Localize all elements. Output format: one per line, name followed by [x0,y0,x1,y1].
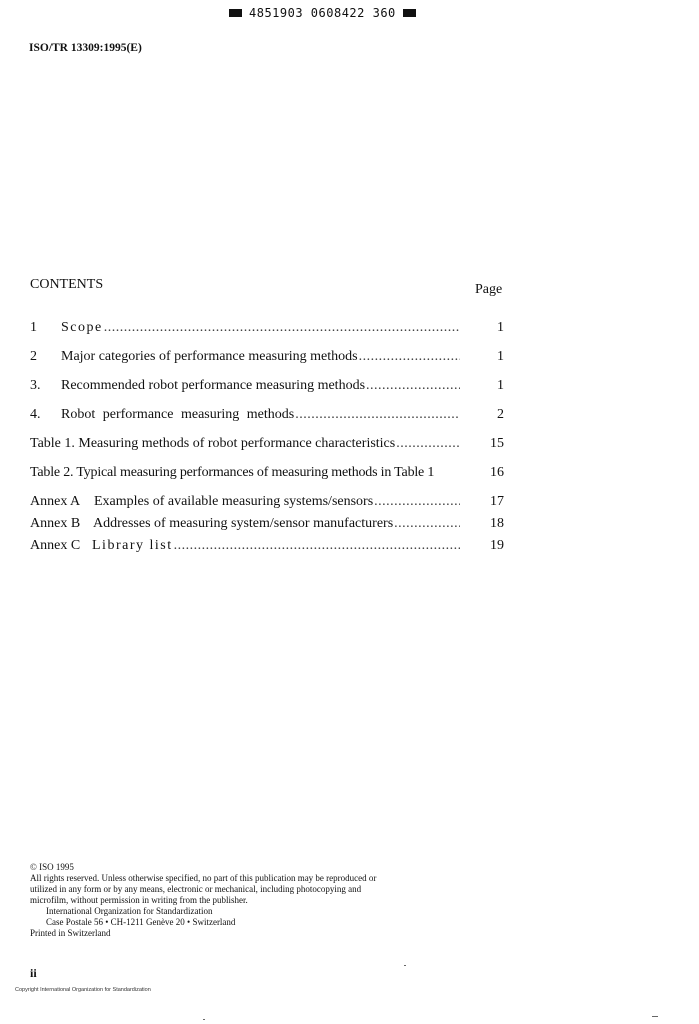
toc-entry-page: 1 [497,320,504,335]
toc-entry-page: 16 [490,465,504,480]
toc-entry-title: Table 1. Measuring methods of robot performance characteristics [30,436,396,451]
toc-entry-major-categories[interactable] [30,349,504,367]
toc-entry-page: 17 [490,494,504,509]
toc-leader-dots [359,349,460,365]
publisher-address: Case Postale 56 • CH-1211 Genève 20 • Switzerland [46,917,236,927]
page-number: ii [30,966,37,980]
rights-text: microfilm, without permission in writing from the publisher. [30,895,248,905]
toc-leader-dots [394,516,460,532]
rights-text: utilized in any form or by any means, electronic or mechanical, including photocopying and [30,884,362,894]
toc-entry-title: Robot performance measuring methods [61,407,295,422]
toc-entry-page: 1 [497,378,504,393]
toc-entry-title: Library list [92,538,173,553]
barcode-strip [229,6,416,20]
toc-leader-dots [396,436,460,452]
toc-entry-title: Scope [61,320,103,335]
toc-entry-annex-a[interactable] [30,494,504,512]
toc-entry-measuring-methods[interactable] [30,407,504,425]
barcode-block-left [229,9,242,17]
toc-entry-annex-c[interactable] [30,538,504,556]
toc-entry-number: 2 [30,349,37,364]
toc-entry-annex-b[interactable] [30,516,504,534]
copyright-line: © ISO 1995 [30,862,74,872]
toc-entry-title: Recommended robot performance measuring methods [61,378,366,393]
toc-entry-page: 15 [490,436,504,451]
toc-entry-scope[interactable] [30,320,504,338]
toc-entry-number: 1 [30,320,37,335]
toc-entry-number: Annex B [30,516,81,531]
document-id: ISO/TR 13309:1995(E) [29,42,142,54]
toc-entry-page: 1 [497,349,504,364]
toc-entry-title: Examples of available measuring systems/sensors [94,494,374,509]
toc-entry-recommended-methods[interactable] [30,378,504,396]
scan-speck [203,1019,205,1020]
toc-leader-dots [104,320,460,336]
scan-speck [404,965,406,966]
toc-entry-page: 19 [490,538,504,553]
contents-heading: CONTENTS [30,277,104,292]
toc-entry-number: 4. [30,407,41,422]
toc-entry-page: 18 [490,516,504,531]
toc-entry-page: 2 [497,407,504,422]
footer-copyright: Copyright International Organization for Standardization [15,987,151,993]
toc-entry-title: Addresses of measuring system/sensor manufacturers [93,516,394,531]
scan-speck [652,1016,658,1017]
copyright-notice [30,862,450,939]
toc-leader-dots [295,407,460,423]
toc-leader-dots [366,378,460,394]
barcode-block-right [403,9,416,17]
rights-text: All rights reserved. Unless otherwise specified, no part of this publication may be reproduced or [30,873,377,883]
toc-entry-number: Annex C [30,538,81,553]
toc-entry-table-2[interactable] [30,465,504,483]
publisher-name: International Organization for Standardization [46,906,213,916]
toc-leader-dots [174,538,460,554]
printed-in: Printed in Switzerland [30,928,111,938]
toc-entry-number: Annex A [30,494,81,509]
toc-leader-dots [374,494,460,510]
toc-entry-title: Major categories of performance measuring methods [61,349,358,364]
barcode-text: 4851903 0608422 360 [249,6,396,20]
page-column-heading: Page [475,282,503,297]
toc-entry-table-1[interactable] [30,436,504,454]
toc-entry-title: Table 2. Typical measuring performances of measuring methods in Table 1 [30,465,435,480]
toc-entry-number: 3. [30,378,41,393]
